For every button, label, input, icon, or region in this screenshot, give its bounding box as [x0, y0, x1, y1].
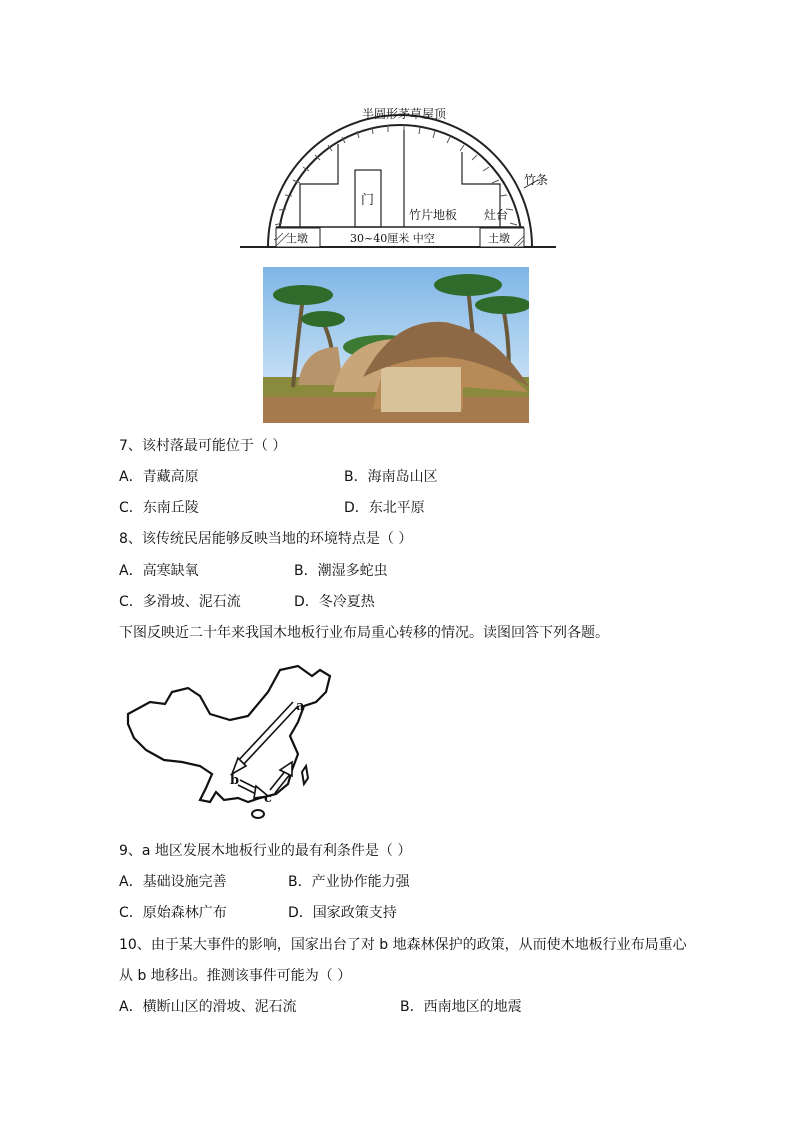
- gap-label: 30~40厘米 中空: [350, 232, 435, 245]
- mound-left-label: 土墩: [286, 232, 308, 245]
- bamboo-strip-label: 竹条: [524, 173, 549, 187]
- q9-option-b[interactable]: B．产业协作能力强: [288, 874, 410, 890]
- roof-label: 半圆形茅草屋顶: [362, 107, 447, 121]
- section-intro: 下图反映近二十年来我国木地板行业布局重心转移的情况。读图回答下列各题。: [119, 625, 609, 641]
- map-label-b: b: [230, 773, 240, 788]
- hut-photo: [263, 267, 529, 423]
- q9-option-a[interactable]: A．基础设施完善: [119, 874, 227, 890]
- q10-option-b[interactable]: B．西南地区的地震: [400, 999, 522, 1015]
- q10-option-a[interactable]: A．横断山区的滑坡、泥石流: [119, 999, 297, 1015]
- map-label-a: a: [296, 699, 305, 714]
- q8-option-c[interactable]: C．多滑坡、泥石流: [119, 594, 241, 610]
- q10-stem-line2: 从 b 地移出。推测该事件可能为（ ）: [119, 968, 352, 984]
- map-label-c: c: [264, 791, 272, 806]
- q8-option-b[interactable]: B．潮湿多蛇虫: [294, 563, 388, 579]
- q7-option-d[interactable]: D．东北平原: [344, 500, 425, 516]
- q9-option-d[interactable]: D．国家政策支持: [288, 905, 397, 921]
- mound-right-label: 土墩: [488, 232, 510, 245]
- hut-cross-section-diagram: [238, 100, 558, 256]
- q7-option-a[interactable]: A．青藏高原: [119, 469, 199, 485]
- q8-option-a[interactable]: A．高寒缺氧: [119, 563, 199, 579]
- q7-option-b[interactable]: B．海南岛山区: [344, 469, 438, 485]
- q7-stem: 7、该村落最可能位于（ ）: [119, 438, 287, 454]
- q8-option-d[interactable]: D．冬冷夏热: [294, 594, 375, 610]
- q10-stem-line1: 10、由于某大事件的影响，国家出台了对 b 地森林保护的政策，从而使木地板行业布局重心: [119, 937, 687, 953]
- china-map-diagram: [120, 662, 335, 824]
- q9-stem: 9、a 地区发展木地板行业的最有利条件是（ ）: [119, 843, 412, 859]
- door-label: 门: [361, 193, 375, 208]
- q9-option-c[interactable]: C．原始森林广布: [119, 905, 227, 921]
- q8-stem: 8、该传统民居能够反映当地的环境特点是（ ）: [119, 531, 413, 547]
- q7-option-c[interactable]: C．东南丘陵: [119, 500, 199, 516]
- floor-label: 竹片地板: [409, 208, 458, 222]
- stove-label: 灶台: [484, 208, 509, 222]
